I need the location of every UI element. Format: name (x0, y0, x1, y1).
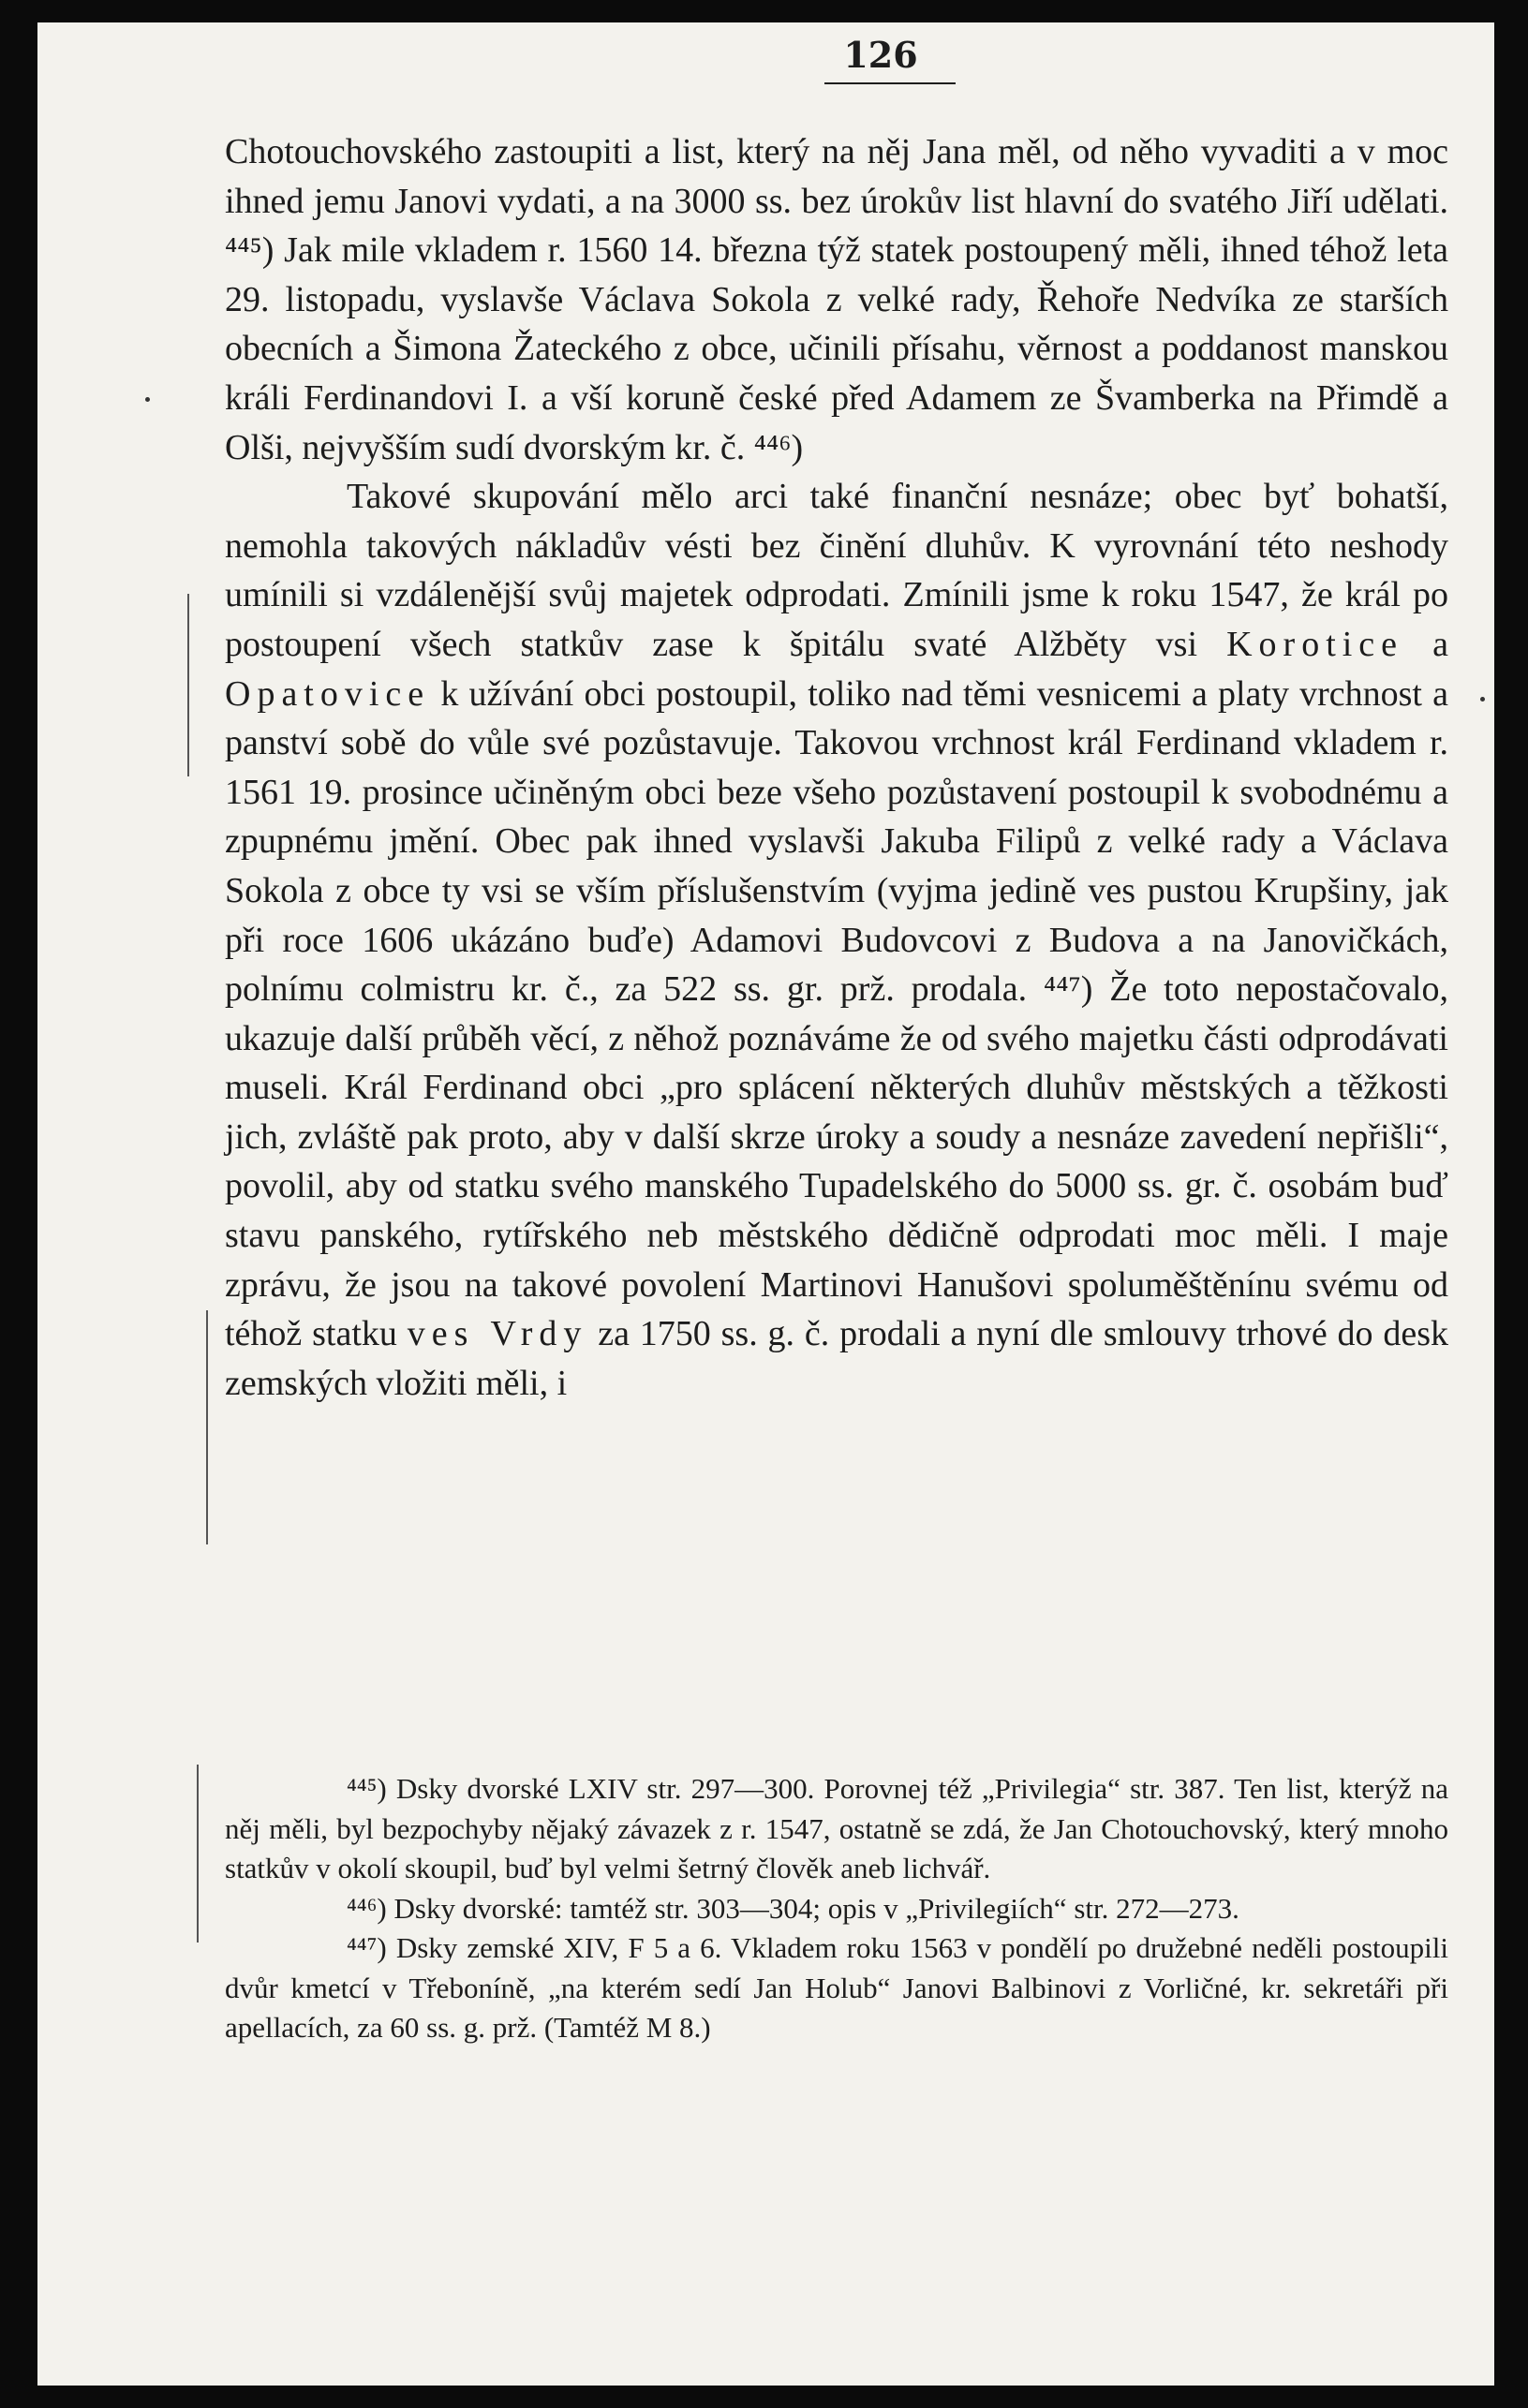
conjunction: a (1432, 624, 1448, 664)
margin-mark-3 (197, 1765, 199, 1943)
footnotes (225, 1769, 1448, 2048)
main-text (225, 127, 1448, 1408)
page-speck (145, 397, 150, 402)
paragraph-1: Chotouchovského zastoupiti a list, který na něj Jana měl, od něho vyvaditi a v moc ihned jemu Janovi vydati, a na 3000 ss. bez úrokův list hlavní do svatého Jiří udělati. ⁴⁴⁵) Jak mile vkladem r. 1560 14. března týž statek postoupený měli, ihned téhož leta 29. listopadu, vyslavše Václava Sokola z velké rady, Řehoře Nedvíka ze starších obecních a Šimona Žateckého z obce, učinili přísahu, věrnost a poddanost manskou králi Ferdinandovi I. a vší koruně české před Adamem ze Švamberka na Přimdě a Olši, nejvyšším sudí dvorským kr. č. ⁴⁴⁶) (225, 132, 1448, 467)
paragraph-2-text-a: Takové skupování mělo arci také finanční nesnáze; obec byť bohatší, nemohla takových nákladův vésti bez činění dluhův. K vyrovnání této neshody umínili si vzdálenější svůj majetek odprodati. Zmínili jsme k roku 1547, že král po postoupení všech statkův zase k špitálu svaté Alžběty vsi (225, 477, 1448, 664)
page-number: 126 (843, 34, 918, 76)
footnote-446: ⁴⁴⁶) Dsky dvorské: tamtéž str. 303—304; opis v „Privilegiích“ str. 272—273. (347, 1891, 1239, 1925)
paragraph-2-text-b: k užívání obci postoupil, toliko nad těmi vesnicemi a platy vrchnost a panství sobě do vůle své pozůstavuje. Takovou vrchnost král Ferdinand vkladem r. 1561 19. prosince učiněným obci beze všeho pozůstavení postoupil k svobodnému a zpupnému jmění. Obec pak ihned vyslavši Jakuba Filipů z velké rady a Václava Sokola z obce ty vsi se vším příslušenstvím (vyjma jedině ves pustou Krupšiny, jak při roce 1606 ukázáno buďe) Adamovi Budovcovi z Budova a na Janovičkách, polnímu colmistru kr. č., za 522 ss. gr. prž. prodala. ⁴⁴⁷) Že toto nepostačovalo, ukazuje další průběh věcí, z něhož poznáváme že od svého majetku části odprodávati museli. Král Ferdinand obci „pro splácení některých dluhův městských a těžkosti jich, zvláště pak proto, aby v další skrze úroky a soudy a nesnáze zavedení nepřišli“, povolil, aby od statku svého manského Tupadelského do 5000 ss. gr. č. osobám buď stavu panského, rytířského neb městského dědičně odprodati moc měli. I maje zprávu, že jsou na takové povolení Martinovi Hanušovi spoluměštěnínu svému od téhož statku (225, 673, 1449, 1354)
footnote-447: ⁴⁴⁷) Dsky zemské XIV, F 5 a 6. Vkladem roku 1563 v pondělí po družebné neděli postoupili dvůr kmetcí v Třeboníně, „na kterém sedí Jan Holub“ Janovi Balbinovi z Vorličné, kr. sekretáři při apellacích, za 60 ss. g. prž. (Tamtéž M 8.) (225, 1931, 1448, 2044)
book-page (37, 22, 1494, 2386)
place-name-korotice: Korotice (1226, 624, 1404, 664)
page-speck (1480, 697, 1485, 702)
place-name-opatovice: Opatovice (225, 673, 431, 714)
margin-mark-2 (206, 1310, 208, 1544)
place-name-vrdy: ves Vrdy (407, 1314, 588, 1354)
margin-mark-1 (187, 594, 189, 776)
header-rule (824, 82, 956, 84)
paragraph-2-text-c: za 1750 ss. g. č. prodali a nyní dle smlouvy trhové do desk zemských vložiti měli, i (225, 1314, 1449, 1403)
paragraph-2 (225, 472, 1448, 1408)
footnote-445: ⁴⁴⁵) Dsky dvorské LXIV str. 297—300. Porovnej též „Privilegia“ str. 387. Ten list, kterýž na něj měli, byl bezpochyby nějaký závazek z r. 1547, ostatně se zdá, že Jan Chotouchovský, který mnoho statkův v okolí skoupil, buď byl velmi šetrný člověk aneb lichvář. (225, 1772, 1448, 1884)
